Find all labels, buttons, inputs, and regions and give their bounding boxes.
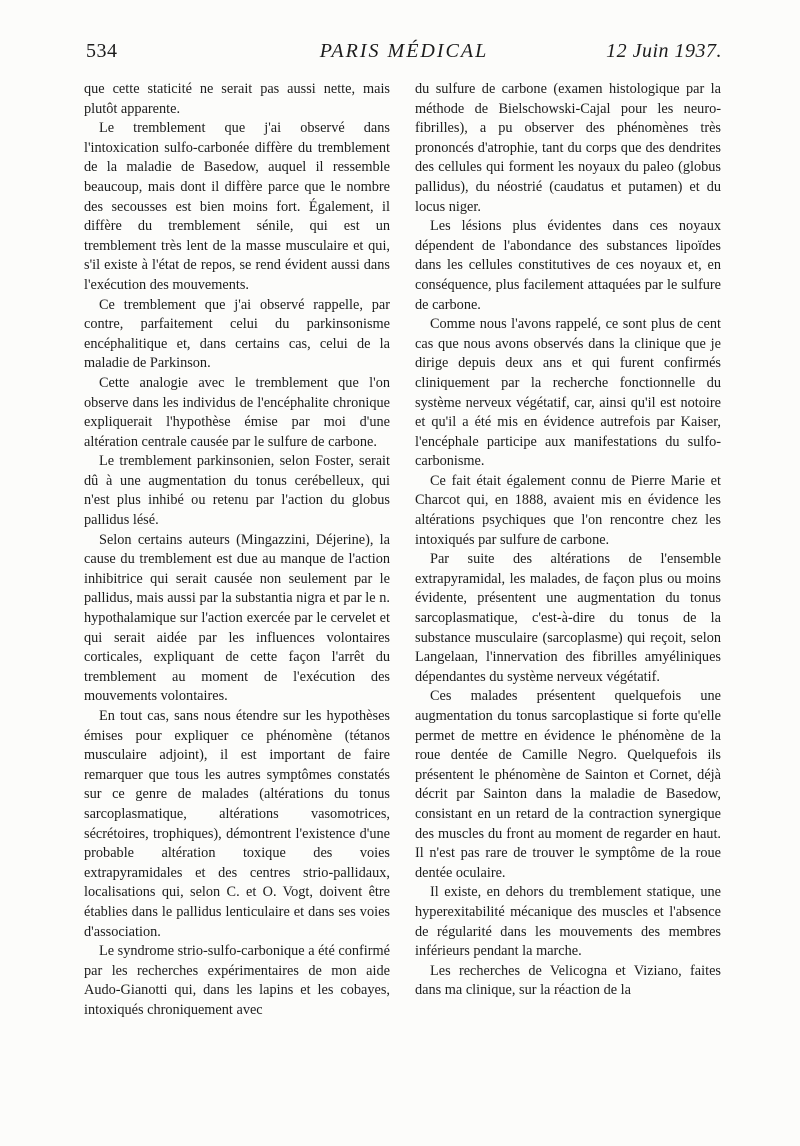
paragraph: Par suite des altérations de l'ensemble extrapyramidal, les malades, de façon plus ou moins évidente, présentent une augmentation du tonus sarcoplasmatique, c'est-à-dire du tonus de la substance musculaire (sarcoplasme) qui reçoit, selon Langelaan, l'innervation des fibrilles amyéliniques dépendantes du système nerveux végétatif. [415, 551, 721, 685]
paragraph: du sulfure de carbone (examen histologique par la méthode de Bielschowski-Cajal pour les neuro-fibrilles), a pu observer des phénomènes très prononcés d'atrophie, tant du corps que des dendrites des cellules qui forment les noyaux du paleo (globus pallidus), du néostrié (caudatus et putamen) et du locus niger. [415, 81, 721, 215]
paragraph: Le syndrome strio-sulfo-carbonique a été confirmé par les recherches expérimentaires de mon aide Audo-Gianotti qui, dans les lapins et les cobayes, intoxiqués chroniquement avec [84, 943, 390, 1018]
journal-title: PARIS MÉDICAL [319, 40, 489, 62]
left-column [84, 80, 390, 1021]
paragraph: Le tremblement que j'ai observé dans l'intoxication sulfo-carbonée diffère du tremblement de la maladie de Basedow, auquel il ressemble beaucoup, mais dont il diffère parce que le nombre des secousses est bien moins fort. Également, il diffère du tremblement sénile, qui est un tremblement très lent de la masse musculaire et qui, s'il existe à l'état de repos, se rend évident aussi dans l'exécution des mouvements. [84, 120, 390, 293]
paragraph: que cette staticité ne serait pas aussi nette, mais plutôt apparente. [84, 81, 390, 117]
page-header [86, 40, 722, 74]
paragraph: Les recherches de Velicogna et Viziano, faites dans ma clinique, sur la réaction de la [415, 962, 721, 999]
paragraph: Selon certains auteurs (Mingazzini, Déjerine), la cause du tremblement est due au manque de l'action inhibitrice qui serait causée non seulement par le pallidus, mais aussi par la substantia nigra et par le n. hypothalamique sur l'action exercée par le cervelet et qui serait aidée par les influences volontaires corticales, expliquant de cette façon l'arrêt du tremblement au moment de l'exécution des mouvements volontaires. [84, 531, 390, 705]
paragraph: Il existe, en dehors du tremblement statique, une hyperexitabilité mécanique des muscles et l'absence de régularité dans les mouvements des membres inférieurs pendant la marche. [415, 884, 721, 960]
paragraph: Le tremblement parkinsonien, selon Foster, serait dû à une augmentation du tonus cerébelleux, qui n'est plus inhibé ou retenu par l'action du globus pallidus lésé. [84, 453, 390, 529]
paragraph: Les lésions plus évidentes dans ces noyaux dépendent de l'abondance des substances lipoïdes dans les cellules constitutives de ces noyaux et, en conséquence, plus facilement attaquées par le sulfure de carbone. [415, 218, 721, 313]
paragraph: Ces malades présentent quelquefois une augmentation du tonus sarcoplastique si forte qu'elle permet de mettre en évidence le phénomène de la roue dentée de Camille Negro. Quelquefois ils présentent le phénomène de Sainton et Cornet, déjà décrit par Sainton dans la maladie de Basedow, consistant en un retard de la contraction synergique des muscles du front au moment de regarder en haut. Il n'est pas rare de trouver le symptôme de la roue dentée oculaire. [415, 688, 721, 881]
issue-date: 12 Juin 1937. [606, 40, 722, 62]
page-number: 534 [86, 40, 118, 62]
paragraph: Comme nous l'avons rappelé, ce sont plus de cent cas que nous avons observés dans la clinique que je dirige depuis deux ans et qui furent confirmés cliniquement par la recherche fonctionnelle du système nerveux végétatif, car, ainsi qu'il est notoire et qu'il a été mis en évidence autrefois par Kaiser, l'encéphale participe aux manifestations du sulfo-carbonisme. [415, 316, 721, 470]
paragraph: En tout cas, sans nous étendre sur les hypothèses émises pour expliquer ce phénomène (tétanos musculaire adjoint), il est important de faire remarquer que tous les autres symptômes constatés sur ce genre de malades (altérations du tonus sarcoplasmatique, altérations vasomotrices, sécrétoires, trophiques), démontrent l'existence d'une probable altération toxique des voies extrapyramidales et des centres strio-pallidaux, localisations qui, selon C. et O. Vogt, doivent être établies dans le pallidus lenticulaire et dans ses voies d'association. [84, 708, 390, 940]
paragraph: Ce fait était également connu de Pierre Marie et Charcot qui, en 1888, avaient mis en évidence les altérations psychiques que l'on rencontre chez les intoxiqués par sulfure de carbone. [415, 472, 721, 548]
right-column [415, 80, 721, 1001]
paragraph: Cette analogie avec le tremblement que l'on observe dans les individus de l'encéphalite chronique expliquerait l'hypothèse émise par moi d'une altération centrale causée par le sulfure de carbone. [84, 374, 390, 450]
paragraph: Ce tremblement que j'ai observé rappelle, par contre, parfaitement celui du parkinsonisme encéphalitique et, dans certains cas, celui de la maladie de Parkinson. [84, 296, 390, 372]
